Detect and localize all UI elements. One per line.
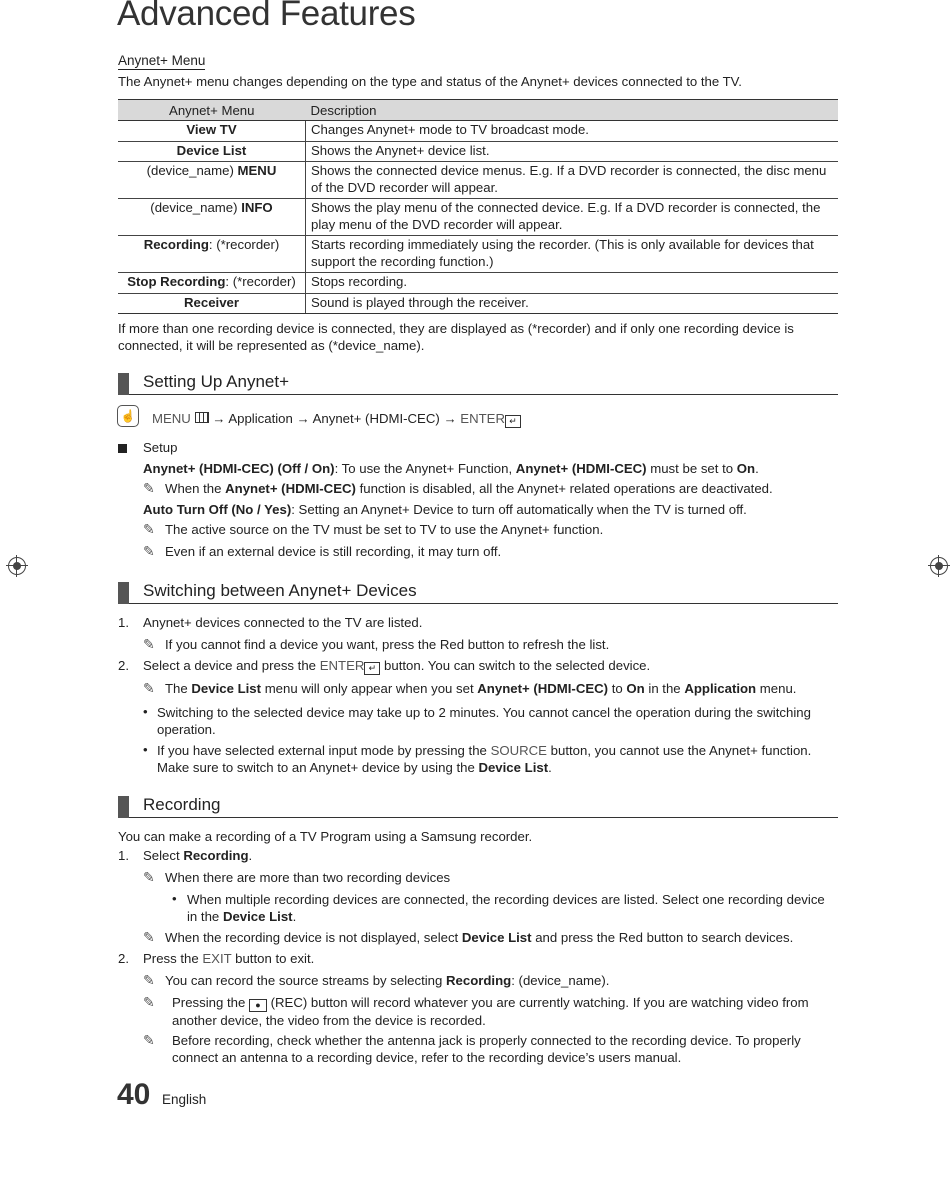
table-row	[118, 236, 838, 273]
table-cell-description: Sound is played through the receiver.	[306, 293, 839, 314]
setup-label: Setup	[143, 440, 178, 455]
pencil-icon: ✎	[143, 1032, 155, 1048]
recording-intro: You can make a recording of a TV Program using a Samsung recorder.	[118, 829, 533, 844]
section-title: Switching between Anynet+ Devices	[143, 581, 417, 600]
step-number: 2.	[118, 951, 129, 966]
switch-step-2: Select a device and press the ENTER ↵ button. You can switch to the selected device.	[143, 658, 651, 673]
recording-note-5: ✎ Before recording, check whether the antenna jack is properly connected to the recording device. To properly connect an antenna to a recording device, refer to the recording device’s users manual.	[143, 1032, 801, 1065]
section-title: Recording	[143, 795, 221, 814]
recording-step-2: Press the EXIT button to exit.	[143, 951, 315, 966]
section-bar	[118, 796, 129, 818]
auto-turn-off-note-1: ✎ The active source on the TV must be set to TV to use the Anynet+ function.	[143, 521, 604, 537]
table-row	[118, 162, 838, 199]
table-row	[118, 273, 838, 294]
table-row	[118, 293, 838, 314]
anynet-menu-intro: The Anynet+ menu changes depending on the type and status of the Anynet+ devices connected to the TV.	[118, 74, 742, 89]
table-cell-description: Starts recording immediately using the recorder. (This is only available for devices that support the recording function.)	[306, 236, 839, 273]
pencil-icon: ✎	[143, 543, 155, 559]
registration-mark-icon	[930, 557, 948, 575]
table-cell-menu: (device_name) MENU	[118, 162, 306, 199]
table-cell-description: Stops recording.	[306, 273, 839, 294]
table-header-description: Description	[306, 100, 839, 121]
switch-step-2-note: ✎ The Device List menu will only appear when you set Anynet+ (HDMI-CEC) to On in the Application menu.	[143, 680, 797, 696]
pencil-icon: ✎	[143, 972, 155, 988]
table-cell-description: Shows the play menu of the connected device. E.g. If a DVD recorder is connected, the play menu of the DVD recorder will appear.	[306, 199, 839, 236]
menu-path: MENU → Application → Anynet+ (HDMI-CEC) → ENTER ↵	[152, 411, 521, 428]
section-title: Setting Up Anynet+	[143, 372, 290, 391]
hdmi-cec-line: Anynet+ (HDMI-CEC) (Off / On): To use the Anynet+ Function, Anynet+ (HDMI-CEC) must be set to On.	[143, 461, 759, 476]
recording-note-4: ✎ Pressing the ● (REC) button will record whatever you are currently watching. If you are watching video from another device, the video from the device is recorded.	[143, 994, 809, 1028]
table-cell-menu: Receiver	[118, 293, 306, 314]
table-cell-menu: Stop Recording: (*recorder)	[118, 273, 306, 294]
section-bar	[118, 582, 129, 604]
switch-step-1-note: ✎ If you cannot find a device you want, press the Red button to refresh the list.	[143, 636, 610, 652]
hand-icon: ☝	[117, 405, 139, 427]
rec-button-icon: ●	[249, 999, 267, 1012]
step-number: 1.	[118, 848, 129, 863]
recording-step-1: Select Recording.	[143, 848, 253, 863]
anynet-menu-subhead: Anynet+ Menu	[118, 53, 206, 68]
table-cell-description: Shows the connected device menus. E.g. If a DVD recorder is connected, the disc menu of the DVD recorder will appear.	[306, 162, 839, 199]
step-number: 1.	[118, 615, 129, 630]
table-cell-menu: (device_name) INFO	[118, 199, 306, 236]
pencil-icon: ✎	[143, 521, 155, 537]
table-cell-menu: Recording: (*recorder)	[118, 236, 306, 273]
language-label: English	[162, 1092, 207, 1107]
recording-note-2: ✎ When the recording device is not displayed, select Device List and press the Red button to search devices.	[143, 929, 794, 945]
recorder-note: If more than one recording device is connected, they are displayed as (*recorder) and if only one recording device is connected, it will be represented as (*device_name).	[118, 321, 794, 353]
recording-note-1: ✎ When there are more than two recording devices	[143, 869, 451, 885]
table-cell-menu: Device List	[118, 141, 306, 162]
section-bar	[118, 373, 129, 395]
table-row	[118, 199, 838, 236]
square-bullet-icon	[118, 444, 127, 453]
pencil-icon: ✎	[143, 869, 155, 885]
table-cell-menu: View TV	[118, 121, 306, 142]
anynet-menu-table	[118, 99, 838, 314]
bullet-dot: •	[172, 891, 177, 906]
step-number: 2.	[118, 658, 129, 673]
section-setting-up-anynet	[118, 372, 838, 395]
switch-bullet-1: Switching to the selected device may take up to 2 minutes. You cannot cancel the operation during the switching operation.	[157, 705, 811, 737]
switch-bullet-2: If you have selected external input mode by pressing the SOURCE button, you cannot use the Anynet+ function. Make sure to switch to an Anynet+ device by using the Device List.	[157, 743, 812, 775]
pencil-icon: ✎	[143, 994, 155, 1010]
bullet-dot: •	[143, 742, 148, 757]
auto-turn-off-line: Auto Turn Off (No / Yes): Setting an Anynet+ Device to turn off automatically when the TV is turned off.	[143, 502, 747, 517]
recording-note-1-bullet: When multiple recording devices are connected, the recording devices are listed. Select one recording device in the Device List.	[187, 892, 825, 924]
recording-note-3: ✎ You can record the source streams by selecting Recording: (device_name).	[143, 972, 610, 988]
table-header-row	[118, 100, 838, 121]
auto-turn-off-note-2: ✎ Even if an external device is still recording, it may turn off.	[143, 543, 502, 559]
switch-step-1: Anynet+ devices connected to the TV are listed.	[143, 615, 423, 630]
table-cell-description: Shows the Anynet+ device list.	[306, 141, 839, 162]
enter-icon: ↵	[505, 415, 521, 428]
table-row	[118, 121, 838, 142]
section-recording	[118, 795, 838, 818]
table-row	[118, 141, 838, 162]
page-number: 40	[117, 1078, 151, 1111]
hdmi-cec-note: ✎ When the Anynet+ (HDMI-CEC) function is disabled, all the Anynet+ related operations are deactivated.	[143, 480, 773, 496]
enter-icon: ↵	[364, 662, 380, 675]
pencil-icon: ✎	[143, 680, 155, 696]
table-cell-description: Changes Anynet+ mode to TV broadcast mode.	[306, 121, 839, 142]
pencil-icon: ✎	[143, 480, 155, 496]
page-title: Advanced Features	[117, 0, 416, 33]
menu-icon	[195, 412, 209, 423]
table-header-menu: Anynet+ Menu	[118, 100, 306, 121]
section-switching-devices	[118, 581, 838, 604]
pencil-icon: ✎	[143, 636, 155, 652]
pencil-icon: ✎	[143, 929, 155, 945]
registration-mark-icon	[8, 557, 26, 575]
bullet-dot: •	[143, 704, 148, 719]
